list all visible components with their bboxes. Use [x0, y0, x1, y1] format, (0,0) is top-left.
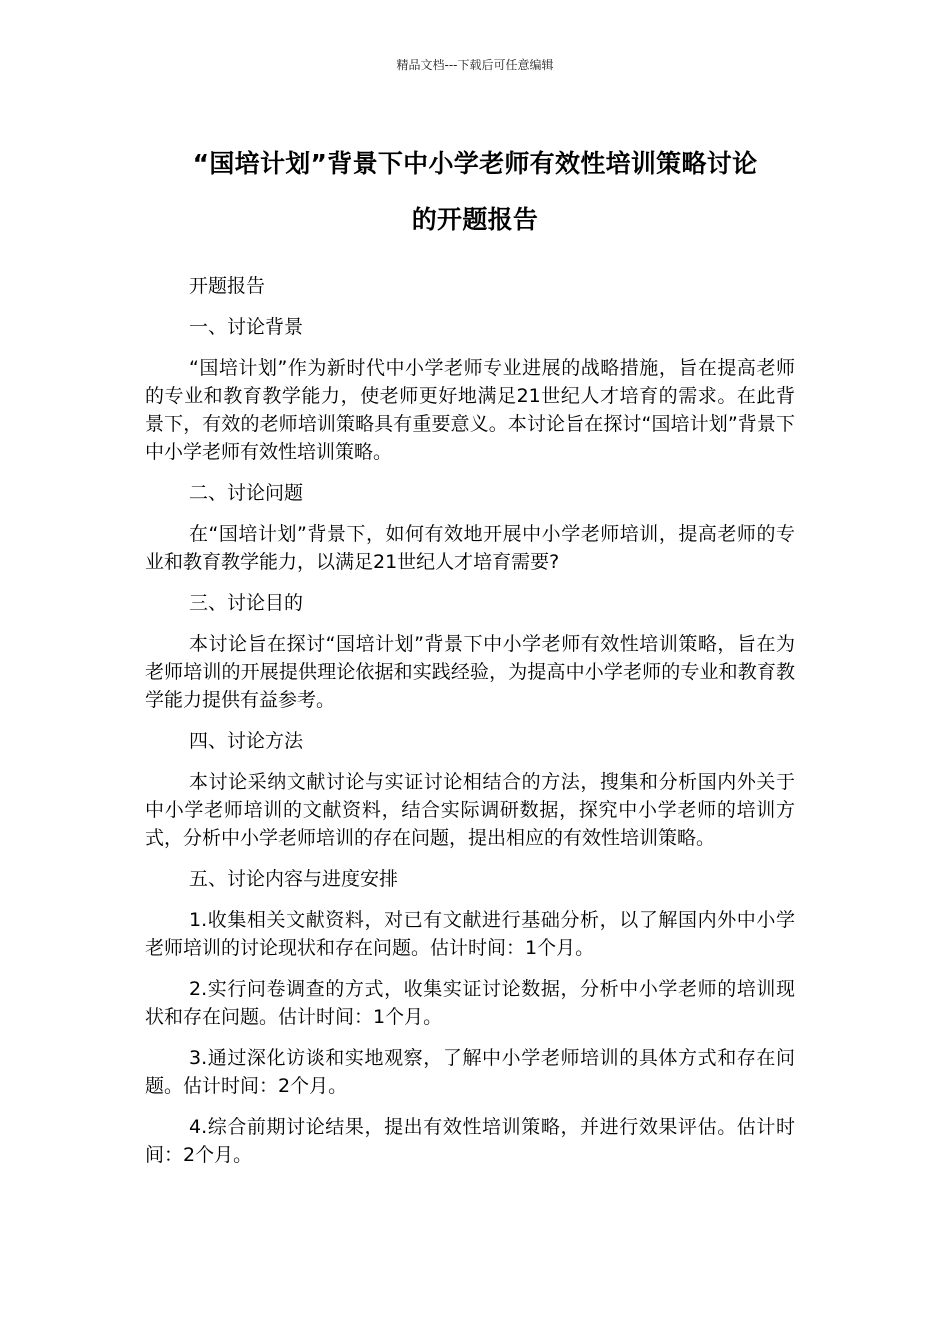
paragraph-background: “国培计划”作为新时代中小学老师专业进展的战略措施，旨在提高老师的专业和教育教学能力，使老师更好地满足21世纪人才培育的需求。在此背景下，有效的老师培训策略具有重要意义。本讨论旨在探讨“国培计划”背景下中小学老师有效性培训策略。 [145, 357, 795, 463]
section-heading-question: 二、讨论问题 [189, 482, 304, 504]
schedule-item-3: 3.通过深化访谈和实地观察，了解中小学老师培训的具体方式和存在问题。估计时间：2个月。 [145, 1047, 795, 1097]
paragraph-method: 本讨论采纳文献讨论与实证讨论相结合的方法，搜集和分析国内外关于中小学老师培训的文献资料，结合实际调研数据，探究中小学老师的培训方式，分析中小学老师培训的存在问题，提出相应的有效性培训策略。 [145, 771, 795, 849]
schedule-item-2: 2.实行问卷调查的方式，收集实证讨论数据，分析中小学老师的培训现状和存在问题。估计时间：1个月。 [145, 978, 795, 1028]
schedule-item-4: 4.综合前期讨论结果，提出有效性培训策略，并进行效果评估。估计时间：2个月。 [145, 1116, 795, 1166]
section-heading-purpose: 三、讨论目的 [189, 592, 304, 614]
paragraph-question: 在“国培计划”背景下，如何有效地开展中小学老师培训，提高老师的专业和教育教学能力，以满足21世纪人才培育需要? [145, 523, 795, 573]
page-header-note: 精品文档---下载后可任意编辑 [396, 58, 554, 72]
paragraph-purpose: 本讨论旨在探讨“国培计划”背景下中小学老师有效性培训策略，旨在为老师培训的开展提供理论依据和实践经验，为提高中小学老师的专业和教育教学能力提供有益参考。 [145, 633, 795, 711]
paragraph-report-label: 开题报告 [189, 275, 266, 297]
document-title-line-1: “国培计划”背景下中小学老师有效性培训策略讨论 [192, 149, 758, 178]
document-title-line-2: 的开题报告 [411, 205, 539, 234]
document-body [145, 272, 795, 1182]
schedule-item-1: 1.收集相关文献资料，对已有文献进行基础分析，以了解国内外中小学老师培训的讨论现状和存在问题。估计时间：1个月。 [145, 909, 795, 959]
document-title [140, 136, 810, 248]
section-heading-schedule: 五、讨论内容与进度安排 [189, 868, 399, 890]
section-heading-method: 四、讨论方法 [189, 730, 304, 752]
section-heading-background: 一、讨论背景 [189, 316, 304, 338]
